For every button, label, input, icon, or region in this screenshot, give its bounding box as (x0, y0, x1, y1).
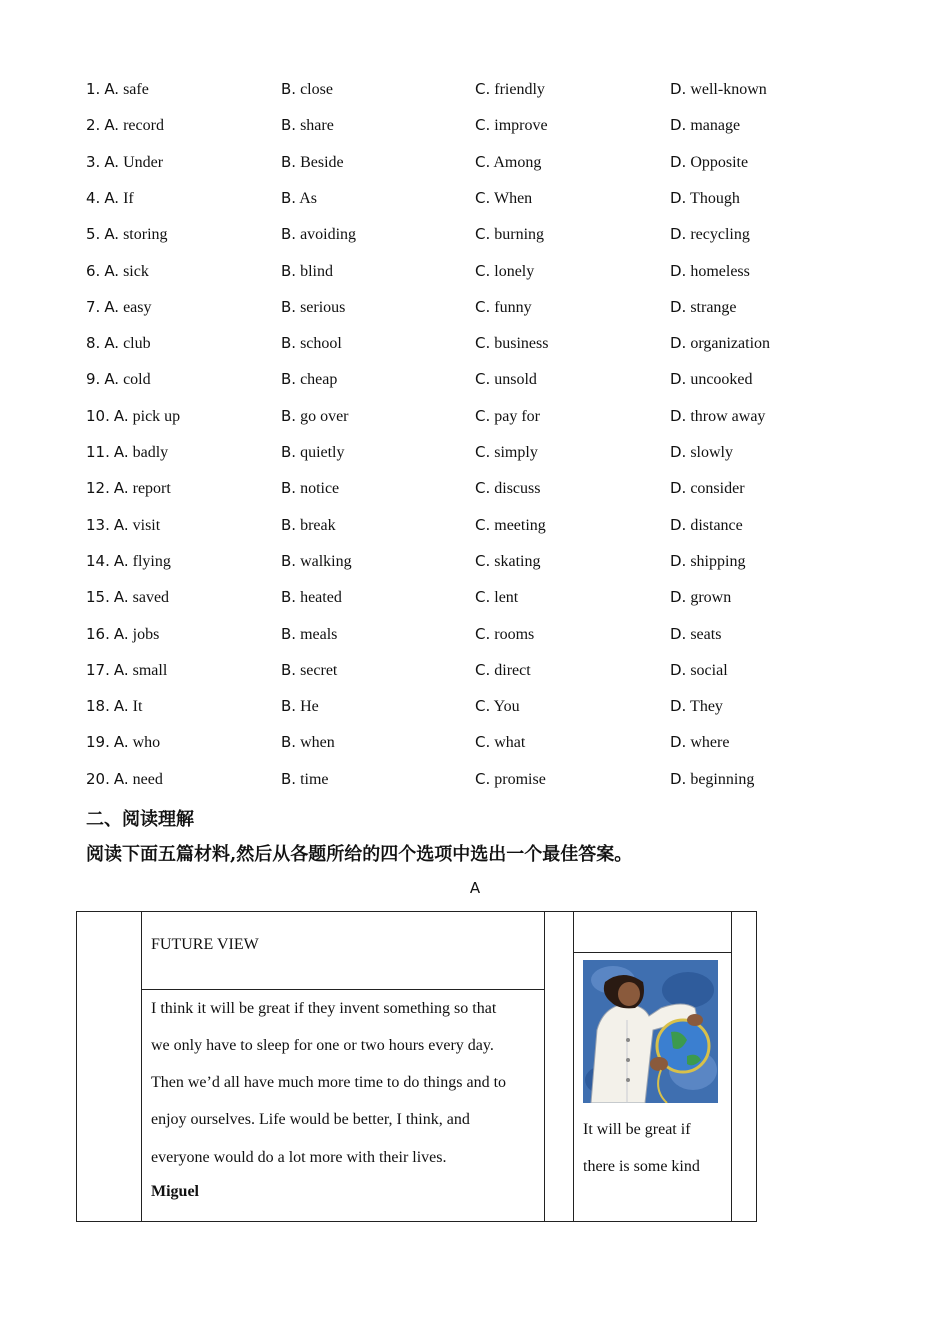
option-letter: B. (281, 479, 297, 498)
option-d (670, 733, 729, 752)
option-letter: C. (475, 660, 491, 679)
question-number: 5. (86, 225, 101, 244)
option-d (670, 80, 767, 99)
option-letter: A. (113, 769, 129, 788)
option-a (86, 625, 159, 644)
option-letter: C. (475, 370, 491, 389)
option-text: secret (300, 661, 338, 679)
question-number: 17. (86, 660, 110, 679)
option-letter: A. (113, 443, 129, 461)
option-letter: A. (113, 624, 129, 643)
option-d (670, 370, 753, 389)
question-number: 2. (86, 116, 101, 135)
option-c (475, 298, 532, 317)
question-number: 3. (86, 152, 101, 171)
option-letter: D. (670, 225, 687, 244)
option-text: Beside (300, 153, 344, 171)
option-text: flying (132, 552, 171, 570)
option-text: organization (690, 335, 771, 353)
option-text: social (690, 661, 728, 679)
option-d (670, 770, 754, 789)
option-letter: C. (475, 624, 491, 643)
option-b (281, 443, 345, 462)
option-text: funny (494, 298, 532, 316)
question-13-options (86, 516, 846, 540)
option-letter: D. (670, 188, 687, 207)
option-text: report (132, 480, 171, 498)
option-text: pick up (132, 407, 181, 425)
option-letter: D. (670, 624, 687, 643)
option-text: cold (123, 371, 151, 389)
option-letter: A. (113, 733, 129, 752)
option-a (86, 733, 160, 752)
option-text: Though (690, 189, 740, 207)
option-b (281, 661, 337, 680)
option-text: Opposite (690, 153, 749, 171)
option-letter: B. (281, 334, 297, 353)
option-text: when (300, 734, 335, 752)
option-c (475, 733, 525, 752)
option-text: jobs (132, 625, 160, 643)
option-letter: D. (670, 297, 687, 316)
question-number: 15. (86, 588, 110, 607)
option-letter: A. (104, 334, 120, 353)
question-18-options (86, 697, 846, 721)
question-17-options (86, 661, 846, 685)
option-text: blind (300, 262, 333, 280)
option-letter: D. (670, 733, 687, 752)
option-b (281, 225, 356, 244)
option-letter: D. (670, 515, 687, 534)
option-b (281, 516, 336, 535)
passage-line: we only have to sleep for one or two hours every day. (151, 1037, 494, 1054)
option-text: sick (123, 262, 149, 280)
option-letter: D. (670, 261, 687, 280)
question-2-options (86, 116, 846, 140)
option-text: badly (132, 444, 169, 461)
option-letter: B. (281, 624, 297, 643)
option-text: improve (494, 117, 548, 135)
option-text: school (300, 335, 342, 353)
option-letter: B. (281, 769, 297, 788)
option-letter: C. (475, 551, 491, 570)
option-text: friendly (494, 81, 545, 98)
option-letter: C. (475, 152, 491, 171)
option-letter: A. (104, 297, 120, 316)
question-10-options (86, 407, 846, 431)
option-c (475, 588, 518, 607)
option-letter: C. (475, 733, 491, 752)
option-letter: C. (475, 697, 491, 716)
option-letter: D. (670, 152, 687, 171)
option-a (86, 479, 171, 498)
scientist-globe-illustration (583, 960, 718, 1103)
passage-label: A (469, 879, 481, 897)
option-text: meeting (494, 516, 546, 534)
option-letter: A. (104, 152, 120, 171)
option-b (281, 298, 345, 317)
option-text: Under (123, 153, 164, 171)
passage-line: everyone would do a lot more with their lives. (151, 1149, 447, 1166)
option-a (86, 443, 168, 462)
option-letter: D. (670, 588, 687, 607)
option-letter: B. (281, 370, 297, 389)
question-number: 9. (86, 370, 101, 389)
option-letter: C. (475, 297, 491, 316)
option-text: manage (690, 117, 741, 135)
section-title: 二、阅读理解 (86, 809, 194, 830)
option-text: record (123, 117, 164, 135)
option-letter: C. (475, 443, 491, 461)
option-b (281, 153, 344, 172)
passage-line: I think it will be great if they invent something so that (151, 1000, 497, 1017)
option-c (475, 479, 540, 498)
option-b (281, 552, 352, 571)
option-text: time (300, 770, 329, 788)
option-text: strange (690, 298, 737, 316)
question-number: 20. (86, 769, 110, 788)
option-d (670, 262, 750, 281)
table-title: FUTURE VIEW (151, 936, 259, 953)
option-a (86, 407, 180, 426)
option-d (670, 407, 765, 426)
option-text: consider (690, 480, 745, 498)
option-b (281, 479, 339, 498)
option-text: discuss (494, 480, 541, 498)
option-letter: C. (475, 116, 491, 135)
option-text: business (494, 335, 549, 353)
option-text: promise (494, 770, 546, 788)
option-letter: D. (670, 551, 687, 570)
option-d (670, 225, 750, 244)
option-text: If (123, 189, 134, 207)
option-c (475, 189, 532, 208)
option-letter: B. (281, 443, 297, 461)
option-letter: D. (670, 116, 687, 135)
question-number: 18. (86, 697, 110, 716)
option-c (475, 116, 548, 135)
option-letter: C. (475, 261, 491, 280)
question-8-options (86, 334, 846, 358)
question-12-options (86, 479, 846, 503)
option-text: As (299, 189, 317, 207)
option-letter: B. (281, 188, 297, 207)
option-text: club (123, 335, 151, 353)
option-text: close (300, 81, 333, 98)
option-c (475, 443, 538, 462)
option-letter: A. (113, 479, 129, 498)
option-letter: B. (281, 80, 297, 98)
option-c (475, 552, 540, 571)
option-letter: B. (281, 225, 297, 244)
option-text: It (132, 698, 143, 716)
option-text: visit (132, 516, 161, 534)
option-d (670, 443, 733, 462)
option-d (670, 625, 721, 644)
question-number: 1. (86, 80, 101, 98)
option-letter: C. (475, 588, 491, 607)
option-text: You (493, 698, 520, 716)
option-letter: D. (670, 406, 687, 425)
option-b (281, 625, 337, 644)
option-letter: A. (104, 80, 120, 98)
option-text: share (300, 117, 334, 135)
option-text: safe (123, 81, 149, 98)
option-text: grown (690, 589, 732, 607)
option-d (670, 552, 745, 571)
question-15-options (86, 588, 846, 612)
option-c (475, 80, 545, 99)
question-number: 19. (86, 733, 110, 752)
option-text: well-known (690, 81, 767, 98)
option-letter: D. (670, 769, 687, 788)
passage-author: Miguel (151, 1183, 199, 1200)
section-instruction: 阅读下面五篇材料,然后从各题所给的四个选项中选出一个最佳答案。 (86, 844, 633, 865)
option-text: Among (493, 153, 542, 171)
option-c (475, 407, 540, 426)
option-a (86, 661, 167, 680)
option-letter: B. (281, 261, 297, 280)
option-text: walking (300, 552, 352, 570)
question-5-options (86, 225, 846, 249)
option-text: what (494, 734, 526, 752)
option-text: direct (494, 661, 531, 679)
option-letter: D. (670, 479, 687, 498)
passage-line: Then we’d all have much more time to do things and to (151, 1074, 507, 1091)
option-letter: C. (475, 334, 491, 353)
option-letter: D. (670, 697, 687, 716)
option-text: heated (300, 589, 342, 607)
option-d (670, 697, 723, 716)
option-letter: B. (281, 515, 297, 534)
option-text: He (300, 698, 319, 716)
question-number: 10. (86, 406, 110, 425)
option-letter: A. (104, 261, 120, 280)
option-b (281, 262, 333, 281)
option-a (86, 770, 163, 789)
question-7-options (86, 298, 846, 322)
option-c (475, 697, 520, 716)
option-letter: C. (475, 406, 491, 425)
option-letter: D. (670, 443, 687, 461)
option-text: go over (300, 407, 349, 425)
question-6-options (86, 262, 846, 286)
option-text: who (132, 734, 161, 752)
option-text: beginning (690, 770, 755, 788)
side-text-line: It will be great if (583, 1121, 691, 1138)
option-letter: A. (113, 660, 129, 679)
option-a (86, 588, 169, 607)
option-letter: B. (281, 660, 297, 679)
passage-line: enjoy ourselves. Life would be better, I think, and (151, 1111, 470, 1128)
option-text: slowly (690, 444, 733, 461)
option-d (670, 298, 737, 317)
option-c (475, 661, 531, 680)
option-letter: C. (475, 769, 491, 788)
option-text: avoiding (300, 226, 357, 244)
question-9-options (86, 370, 846, 394)
option-letter: A. (104, 116, 120, 135)
option-text: lent (494, 589, 519, 607)
option-letter: D. (670, 80, 687, 98)
option-letter: B. (281, 588, 297, 607)
option-d (670, 661, 728, 680)
option-a (86, 116, 164, 135)
option-a (86, 516, 160, 535)
option-c (475, 625, 534, 644)
option-c (475, 516, 546, 535)
option-a (86, 370, 151, 389)
option-text: lonely (494, 262, 535, 280)
option-b (281, 770, 329, 789)
option-text: cheap (300, 371, 338, 389)
option-letter: B. (281, 152, 297, 171)
option-a (86, 225, 168, 244)
option-text: skating (494, 552, 541, 570)
option-text: storing (123, 226, 168, 244)
option-b (281, 588, 342, 607)
option-c (475, 262, 534, 281)
question-16-options (86, 625, 846, 649)
option-text: recycling (690, 226, 750, 244)
option-text: throw away (690, 407, 766, 425)
option-letter: C. (475, 80, 491, 98)
option-c (475, 770, 546, 789)
option-d (670, 516, 743, 535)
option-letter: A. (113, 515, 129, 534)
option-text: homeless (690, 262, 750, 280)
option-c (475, 334, 548, 353)
option-text: where (690, 734, 730, 752)
option-b (281, 189, 317, 208)
option-text: small (132, 661, 168, 679)
option-a (86, 298, 152, 317)
option-text: break (300, 516, 336, 534)
option-c (475, 225, 544, 244)
option-letter: A. (113, 551, 129, 570)
option-b (281, 370, 337, 389)
option-letter: D. (670, 370, 687, 389)
question-number: 7. (86, 297, 101, 316)
option-text: quietly (300, 444, 345, 461)
option-d (670, 479, 745, 498)
option-letter: B. (281, 297, 297, 316)
option-text: shipping (690, 552, 746, 570)
question-3-options (86, 153, 846, 177)
question-number: 12. (86, 479, 110, 498)
question-number: 8. (86, 334, 101, 353)
option-a (86, 153, 163, 172)
option-d (670, 116, 740, 135)
option-d (670, 153, 748, 172)
option-text: serious (300, 298, 346, 316)
option-letter: B. (281, 406, 297, 425)
option-a (86, 262, 149, 281)
option-c (475, 153, 541, 172)
question-number: 4. (86, 188, 101, 207)
option-letter: D. (670, 660, 687, 679)
option-letter: A. (113, 406, 129, 425)
option-b (281, 697, 319, 716)
option-text: rooms (494, 625, 535, 643)
option-text: distance (690, 516, 743, 534)
question-11-options (86, 443, 846, 467)
option-letter: A. (113, 697, 129, 716)
option-text: When (493, 189, 533, 207)
question-20-options (86, 770, 846, 794)
question-4-options (86, 189, 846, 213)
option-letter: C. (475, 479, 491, 498)
option-letter: A. (113, 588, 129, 607)
option-text: burning (494, 226, 545, 244)
option-letter: C. (475, 225, 491, 244)
option-b (281, 116, 334, 135)
option-letter: A. (104, 370, 120, 389)
option-letter: B. (281, 116, 297, 135)
option-letter: B. (281, 697, 297, 716)
option-text: saved (132, 589, 170, 607)
option-text: seats (690, 625, 722, 643)
question-1-options (86, 80, 846, 104)
option-letter: C. (475, 188, 491, 207)
option-b (281, 733, 335, 752)
option-letter: A. (104, 188, 120, 207)
option-text: uncooked (690, 371, 753, 389)
option-text: They (690, 698, 723, 716)
option-letter: A. (104, 225, 120, 244)
option-text: need (132, 770, 163, 788)
option-d (670, 588, 731, 607)
question-number: 14. (86, 551, 110, 570)
option-b (281, 80, 333, 99)
option-text: simply (494, 444, 538, 461)
question-number: 6. (86, 261, 101, 280)
option-letter: B. (281, 551, 297, 570)
option-text: notice (300, 480, 340, 498)
question-number: 11. (86, 443, 110, 461)
option-d (670, 189, 740, 208)
option-letter: D. (670, 334, 687, 353)
option-a (86, 552, 171, 571)
question-14-options (86, 552, 846, 576)
option-d (670, 334, 770, 353)
option-text: meals (300, 625, 338, 643)
side-text-line: there is some kind (583, 1158, 700, 1175)
option-letter: B. (281, 733, 297, 752)
option-a (86, 80, 149, 99)
option-b (281, 334, 342, 353)
question-number: 16. (86, 624, 110, 643)
option-text: unsold (494, 371, 537, 389)
question-19-options (86, 733, 846, 757)
option-c (475, 370, 537, 389)
option-text: pay for (494, 407, 541, 425)
question-number: 13. (86, 515, 110, 534)
option-a (86, 189, 134, 208)
option-a (86, 697, 142, 716)
option-letter: C. (475, 515, 491, 534)
option-b (281, 407, 349, 426)
option-text: easy (123, 298, 152, 316)
option-a (86, 334, 151, 353)
